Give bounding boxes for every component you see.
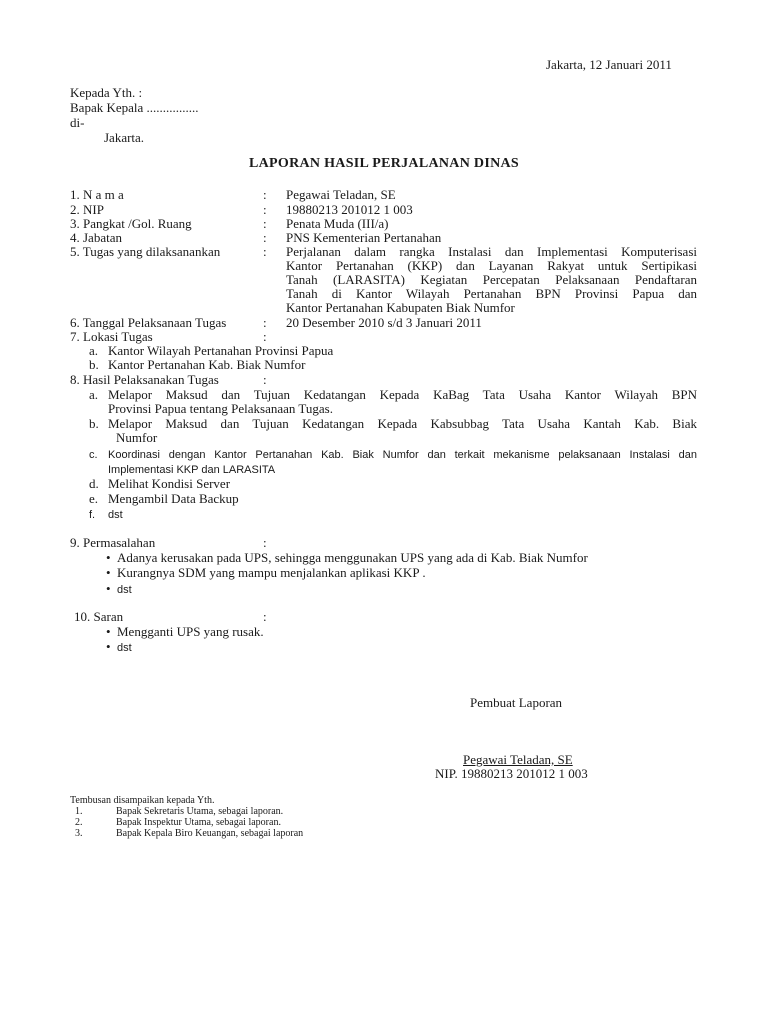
list-marker: e. xyxy=(89,491,99,506)
tembusan-item: Bapak Inspektur Utama, sebagai laporan. xyxy=(116,817,281,828)
list-marker: a. xyxy=(89,387,99,402)
signature-role: Pembuat Laporan xyxy=(470,695,563,710)
place-date: Jakarta, 12 Januari 2011 xyxy=(546,57,672,72)
field-value: 20 Desember 2010 s/d 3 Januari 2011 xyxy=(286,315,482,330)
list-marker: b. xyxy=(89,357,99,372)
tembusan-item: Bapak Kepala Biro Keuangan, sebagai laporan xyxy=(116,828,304,839)
document-title: LAPORAN HASIL PERJALANAN DINAS xyxy=(249,156,519,171)
field-value-line: Tanah (LARASITA) Kegiatan Percepatan Pelaksanaan Pendaftaran xyxy=(286,272,697,287)
tembusan-number: 1. xyxy=(75,806,83,817)
field-colon: : xyxy=(263,609,267,624)
list-item: Koordinasi dengan Kantor Pertanahan Kab. Biak Numfor dan terkait mekanisme pelaksanaan Instalasi dan xyxy=(108,449,697,461)
list-item: dst xyxy=(108,509,123,521)
bullet-icon: • xyxy=(106,624,111,639)
tembusan-number: 3. xyxy=(75,828,83,839)
list-marker: b. xyxy=(89,416,99,431)
field-value: 19880213 201012 1 003 xyxy=(286,202,413,217)
list-item: Melapor Maksud dan Tujuan Kedatangan Kepada KaBag Tata Usaha Kantor Wilayah BPN xyxy=(108,387,697,402)
bullet-icon: • xyxy=(106,550,111,565)
tembusan-item: Bapak Sekretaris Utama, sebagai laporan. xyxy=(116,806,284,817)
section-label: 8. Hasil Pelaksanakan Tugas xyxy=(70,372,219,387)
field-colon: : xyxy=(263,244,267,259)
field-colon: : xyxy=(263,315,267,330)
field-label: 1. N a m a xyxy=(70,187,124,202)
field-colon: : xyxy=(263,372,267,387)
recipient-line: Jakarta. xyxy=(104,130,145,145)
field-value: Penata Muda (III/a) xyxy=(286,216,389,231)
list-item: Kantor Pertanahan Kab. Biak Numfor xyxy=(108,357,306,372)
signatory-name: Pegawai Teladan, SE xyxy=(463,752,573,767)
field-value-line: Tanah di Kantor Wilayah Pertanahan BPN Provinsi Papua dan xyxy=(286,286,697,301)
list-item: dst xyxy=(117,642,132,654)
list-marker: c. xyxy=(89,449,98,461)
tembusan-heading: Tembusan disampaikan kepada Yth. xyxy=(70,795,215,806)
list-item: dst xyxy=(117,584,132,596)
field-colon: : xyxy=(263,230,267,245)
field-colon: : xyxy=(263,187,267,202)
section-label: 10. Saran xyxy=(74,609,124,624)
field-label: 3. Pangkat /Gol. Ruang xyxy=(70,216,192,231)
list-item: Mengambil Data Backup xyxy=(108,491,239,506)
field-value: PNS Kementerian Pertanahan xyxy=(286,230,442,245)
field-value: Pegawai Teladan, SE xyxy=(286,187,396,202)
field-value-line: Perjalanan dalam rangka Instalasi dan Implementasi Komputerisasi xyxy=(286,244,697,259)
list-item: Kantor Wilayah Pertanahan Provinsi Papua xyxy=(108,343,334,358)
bullet-icon: • xyxy=(106,639,111,654)
tembusan-number: 2. xyxy=(75,817,83,828)
field-value-line: Kantor Pertanahan (KKP) dan Layanan Rakyat untuk Sertipikasi xyxy=(286,258,697,273)
list-item: Melihat Kondisi Server xyxy=(108,476,231,491)
list-item: Provinsi Papua tentang Pelaksanaan Tugas. xyxy=(108,401,333,416)
list-marker: f. xyxy=(89,509,96,521)
field-value-line: Kantor Pertanahan Kabupaten Biak Numfor xyxy=(286,300,515,315)
field-label: 5. Tugas yang dilaksanankan xyxy=(70,244,221,259)
bullet-icon: • xyxy=(106,581,111,596)
list-marker: d. xyxy=(89,476,99,491)
signatory-nip: NIP. 19880213 201012 1 003 xyxy=(435,766,588,781)
field-colon: : xyxy=(263,202,267,217)
field-colon: : xyxy=(263,535,267,550)
field-colon: : xyxy=(263,216,267,231)
list-item: Implementasi KKP dan LARASITA xyxy=(108,464,276,476)
recipient-line: Kepada Yth. : xyxy=(70,85,143,100)
field-label: 7. Lokasi Tugas xyxy=(70,329,153,344)
list-item: Adanya kerusakan pada UPS, sehingga menggunakan UPS yang ada di Kab. Biak Numfor xyxy=(117,550,588,565)
recipient-line: Bapak Kepala ................ xyxy=(70,100,199,115)
field-label: 4. Jabatan xyxy=(70,230,122,245)
list-item: Mengganti UPS yang rusak. xyxy=(117,624,264,639)
field-colon: : xyxy=(263,329,267,344)
field-label: 6. Tanggal Pelaksanaan Tugas xyxy=(70,315,227,330)
bullet-icon: • xyxy=(106,565,111,580)
list-marker: a. xyxy=(89,343,99,358)
list-item: Melapor Maksud dan Tujuan Kedatangan Kepada Kabsubbag Tata Usaha Kantah Kab. Biak xyxy=(108,416,697,431)
recipient-line: di- xyxy=(70,115,85,130)
field-label: 2. NIP xyxy=(70,202,104,217)
list-item: Numfor xyxy=(116,430,158,445)
list-item: Kurangnya SDM yang mampu menjalankan aplikasi KKP . xyxy=(117,565,426,580)
section-label: 9. Permasalahan xyxy=(70,535,156,550)
